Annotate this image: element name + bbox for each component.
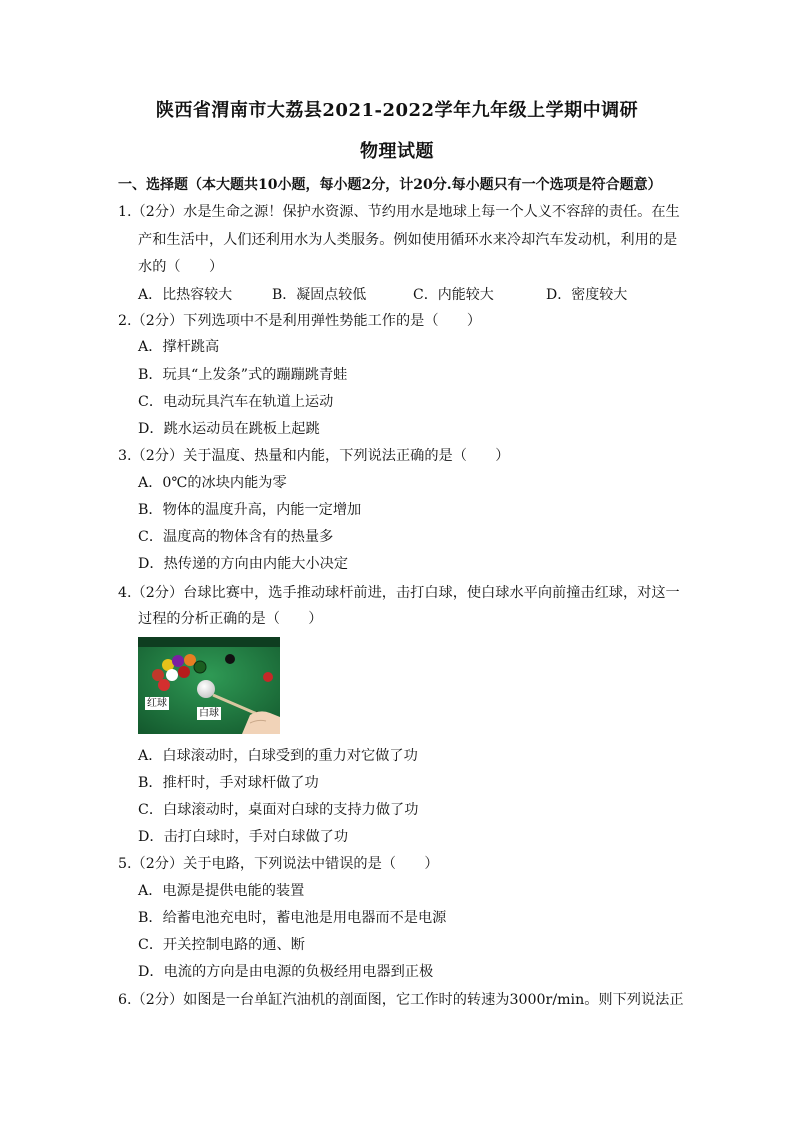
- question-5-option-c: C．开关控制电路的通、断: [138, 937, 305, 953]
- question-5-option-b: B．给蓄电池充电时，蓄电池是用电器而不是电源: [138, 910, 447, 926]
- question-4-option-c: C．白球滚动时，桌面对白球的支持力做了功: [138, 802, 419, 818]
- question-2-option-b: B．玩具“上发条”式的蹦蹦跳青蛙: [138, 367, 348, 383]
- question-1-line-1: 1.（2分）水是生命之源！保护水资源、节约用水是地球上每一个人义不容辞的责任。在生: [118, 204, 680, 220]
- question-1-option-c: C．内能较大: [413, 287, 494, 303]
- question-1-option-d: D．密度较大: [546, 287, 628, 303]
- question-5-option-d: D．电流的方向是由电源的负极经用电器到正极: [138, 964, 434, 980]
- exam-subtitle: 物理试题: [360, 141, 434, 162]
- question-1-option-b: B．凝固点较低: [272, 287, 367, 303]
- question-3-option-d: D．热传递的方向由内能大小决定: [138, 556, 349, 572]
- question-3-option-c: C．温度高的物体含有的热量多: [138, 529, 334, 545]
- question-2-line-1: 2.（2分）下列选项中不是利用弹性势能工作的是（ ）: [118, 313, 482, 329]
- question-2-option-a: A．撑杆跳高: [138, 339, 220, 355]
- question-1-option-a: A．比热容较大: [138, 287, 233, 303]
- question-3-line-1: 3.（2分）关于温度、热量和内能，下列说法正确的是（ ）: [118, 448, 510, 464]
- question-4-option-d: D．击打白球时，手对白球做了功: [138, 829, 349, 845]
- question-4-option-a: A．白球滚动时，白球受到的重力对它做了功: [138, 748, 418, 764]
- question-2-option-d: D．跳水运动员在跳板上起跳: [138, 421, 320, 437]
- exam-title: 陕西省渭南市大荔县2021-2022学年九年级上学期中调研: [155, 100, 639, 121]
- question-4-line-1: 4.（2分）台球比赛中，选手推动球杆前进，击打白球，使白球水平向前撞击红球，对这一: [118, 585, 680, 601]
- question-4-option-b: B．推杆时，手对球杆做了功: [138, 775, 319, 791]
- question-5-line-1: 5.（2分）关于电路，下列说法中错误的是（ ）: [118, 856, 439, 872]
- figure-label-red-ball: 红球: [147, 698, 167, 709]
- question-1-line-3: 水的（ ）: [138, 259, 224, 275]
- question-3-option-b: B．物体的温度升高，内能一定增加: [138, 502, 362, 518]
- section-heading: 一、选择题（本大题共10小题，每小题2分，计20分.每小题只有一个选项是符合题意）: [118, 177, 662, 193]
- question-5-option-a: A．电源是提供电能的装置: [138, 883, 305, 899]
- question-2-option-c: C．电动玩具汽车在轨道上运动: [138, 394, 334, 410]
- figure-label-white-ball: 白球: [199, 708, 219, 719]
- question-6-line-1: 6.（2分）如图是一台单缸汽油机的剖面图，它工作时的转速为3000r/min。则下列说法正: [118, 992, 684, 1008]
- question-4-line-2: 过程的分析正确的是（ ）: [138, 611, 323, 627]
- billiards-photo: [138, 637, 280, 734]
- question-3-option-a: A．0℃的冰块内能为零: [138, 475, 287, 491]
- question-1-line-2: 产和生活中，人们还利用水为人类服务。例如使用循环水来冷却汽车发动机，利用的是: [138, 232, 678, 248]
